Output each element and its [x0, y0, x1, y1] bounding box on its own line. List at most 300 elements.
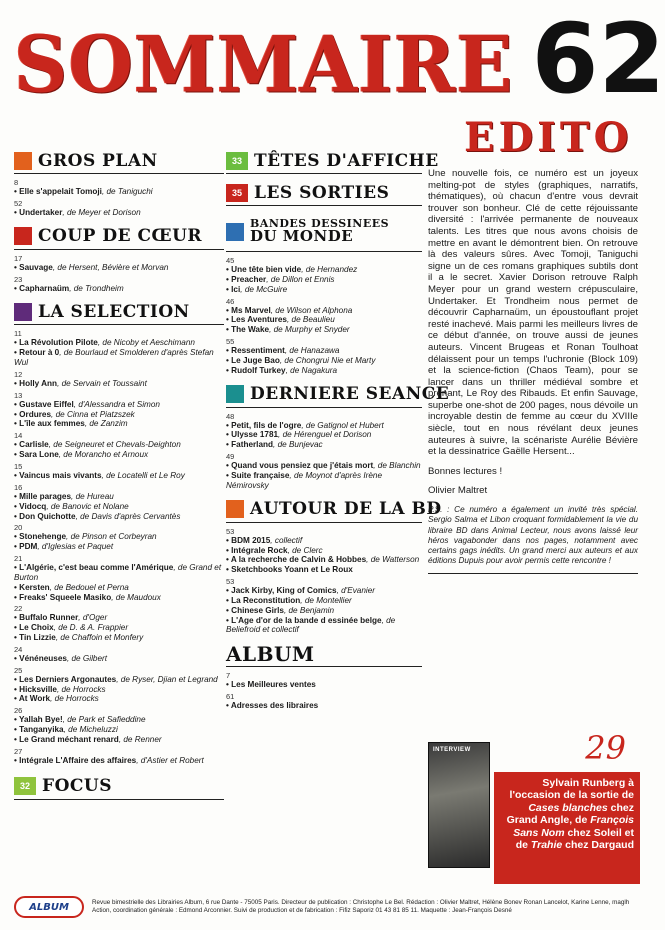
page-number: 46 [226, 296, 235, 306]
bullet-icon: • [14, 501, 20, 511]
bullet-icon: • [14, 409, 20, 419]
list-item[interactable] [14, 593, 224, 603]
item-credits: , de Horrocks [56, 684, 106, 694]
item-credits: , de Nicoby et Aeschimann [97, 338, 195, 348]
item-credits: , de Murphy et Snyder [269, 325, 350, 335]
bullet-icon: • [14, 419, 20, 429]
item-credits: , de Bedouel et Perna [49, 582, 129, 592]
item-title: Sauvage [19, 262, 53, 272]
item-credits: , de D. & A. Frappier [53, 623, 129, 633]
list-item[interactable] [14, 725, 224, 735]
bullet-icon: • [226, 565, 232, 575]
list-item[interactable] [226, 701, 422, 711]
bullet-icon: • [14, 694, 19, 704]
issue-number: 62 [531, 2, 665, 115]
list-item[interactable] [14, 400, 224, 410]
page-number: 52 [14, 198, 23, 208]
list-item[interactable] [226, 285, 422, 295]
bullet-icon: • [226, 430, 232, 440]
album-logo: ALBUM [14, 896, 84, 918]
item-title: Ici [231, 284, 241, 294]
list-item[interactable] [226, 306, 422, 316]
bullet-icon: • [14, 653, 20, 663]
page-number: 22 [14, 604, 23, 614]
page-number: 14 [14, 431, 23, 441]
item-credits: , de Hérenguel et Dorison [278, 430, 372, 440]
item-credits: , de Bourlaud et Smolderen d'après Stefan Wul [14, 348, 214, 368]
item-credits: , de Taniguchi [101, 187, 153, 196]
page-number: 26 [14, 706, 23, 716]
section-title: FOCUS [42, 776, 113, 797]
item-credits: , de Wilson et Alphona [270, 305, 353, 315]
page-number: 45 [226, 256, 235, 265]
bullet-icon: • [226, 440, 232, 450]
bullet-icon: • [14, 715, 19, 725]
promo-line: Sylvain Runberg à l'occasion de la sortie de [509, 777, 634, 802]
list-item[interactable] [226, 565, 422, 575]
list-item[interactable] [14, 440, 224, 450]
item-credits: , de Chongrui Nie et Marty [279, 355, 376, 365]
list-item[interactable] [226, 555, 422, 565]
item-title: Stonehenge [19, 532, 67, 542]
item-credits: , d'Astier et Robert [136, 755, 204, 765]
bullet-icon: • [226, 680, 232, 690]
item-title: La Révolution Pilote [19, 338, 98, 348]
item-title: Vidocq [19, 501, 47, 511]
item-credits: , de Micheluzzi [63, 725, 118, 735]
edito-title: EDITO [464, 114, 633, 161]
edito-paragraph: Une nouvelle fois, ce numéro est un joyeux melting-pot de styles (graphiques, narratifs, thématiques), où chacun d'entre vous devrait trouver son bonheur. Clé de cette réjouissante diversité : l'arrivée permanente de nouveaux talents. Les titres que nous avons choisis de mettre en avant le démontrent bien. On retrouve là des valeurs sûres. Avec Tomoji, Taniguchi signe un de ces romans graphiques subtils dont il a le secret. Xavier Dorison retrouve Ralph Meyer pour un grand western crépusculaire, Undertaker. Et Trondheim nous permet de découvrir Capharnaüm, un époustouflant projet resté inachevé. Mais parmi les meilleurs livres de ce début d'année, on trouve aussi de jeunes auteurs. Vincent Brugeas et Ronan Toulhoat délaissent pour un temps l'uchronie (Block 109) et la science-fiction (Chaos Team), pour se lancer dans un thriller médiéval sombre et prenant, Le Roy des Ribauds. Et enfin Sauvage, superbe one-shot de 200 pages, nous dévoile un incroyable destin de femme au cœur du XVIIIe siècle, tout en nous révélant deux jeunes auteures à suivre, la scénariste Aurélie Bévière et la dessinatrice Gaëlle Hersent... [428, 168, 638, 458]
page-number: 53 [226, 526, 235, 536]
edito-paragraph: Bonnes lectures ! [428, 465, 503, 477]
list-item[interactable] [14, 694, 224, 704]
bullet-icon: • [226, 701, 231, 711]
bullet-icon: • [14, 563, 20, 573]
album-list [226, 671, 422, 711]
page-number: 61 [226, 692, 235, 702]
item-credits: , de Horrocks [50, 694, 99, 704]
image-caption: INTERVIEW [433, 747, 471, 753]
page-number: 15 [14, 461, 23, 471]
list-item[interactable] [226, 325, 422, 335]
item-credits: , de Renner [118, 735, 162, 744]
list-item[interactable] [226, 356, 422, 366]
item-title: Sketchbooks Yoann et Le Roux [231, 565, 353, 575]
page-number: 23 [14, 274, 23, 284]
item-title: Preacher [231, 274, 267, 284]
item-title: Vénéneuses [19, 653, 67, 663]
item-credits: , de Zanzim [84, 419, 128, 429]
list-item[interactable] [14, 685, 224, 695]
left-column [14, 142, 224, 804]
list-item[interactable] [226, 471, 422, 491]
section-marker-icon [226, 223, 244, 241]
item-credits: , de Park et Safieddine [62, 715, 146, 725]
item-credits: , de Watterson [366, 555, 420, 565]
section-title: AUTOUR DE LA BD [250, 499, 442, 520]
item-title: Les Aventures [231, 315, 287, 325]
item-title: Buffalo Runner [19, 613, 79, 623]
bullet-icon: • [14, 450, 20, 460]
item-title: PDM [19, 542, 38, 552]
list-item[interactable] [14, 623, 224, 633]
bullet-icon: • [14, 348, 20, 358]
list-item[interactable] [14, 348, 224, 368]
divider [428, 573, 638, 574]
bullet-icon: • [14, 491, 20, 501]
item-title: Le Choix [19, 623, 54, 633]
list-item[interactable] [14, 187, 224, 197]
page-number: 11 [14, 329, 22, 339]
item-title: A la recherche de Calvin & Hobbes [230, 555, 367, 565]
item-title: Petit, fils de l'ogre [231, 420, 302, 430]
item-credits: , de Cinna et Piatzszek [51, 409, 135, 419]
section-page-badge: 33 [226, 152, 248, 170]
item-title: Carlisle [19, 440, 49, 450]
list-item[interactable] [14, 654, 224, 664]
section-derniere-seance [226, 382, 450, 408]
item-credits: , de Benjamin [283, 605, 335, 615]
edito-signature: Olivier Maltret [428, 485, 488, 497]
page-number: 7 [226, 671, 231, 681]
bullet-icon: • [14, 684, 20, 694]
bullet-icon: • [14, 532, 20, 542]
bullet-icon: • [14, 582, 20, 592]
bullet-icon: • [226, 461, 232, 471]
item-credits: , de Davis d'après Cervantès [75, 511, 181, 521]
item-credits: , de McGuire [240, 284, 288, 294]
item-credits: , de Hernandez [301, 265, 358, 274]
list-item[interactable] [226, 430, 422, 440]
item-credits: , de Servain et Toussaint [57, 378, 147, 388]
section-marker-icon [14, 303, 32, 321]
item-credits: , de Bunjevac [273, 440, 323, 450]
promo-book-title: Trahie [530, 838, 563, 851]
list-item[interactable] [14, 284, 224, 294]
autour-list [226, 527, 422, 636]
section-bandes-dessinees [226, 212, 422, 252]
item-title: Undertaker [19, 207, 63, 217]
item-title: Adresses des libraires [230, 701, 319, 711]
list-item[interactable] [14, 542, 224, 552]
list-item[interactable] [226, 536, 422, 546]
promo-text [494, 772, 640, 884]
title-banner [14, 2, 665, 115]
section-focus [14, 774, 224, 800]
bullet-icon: • [14, 623, 20, 633]
item-title: Holly Ann [19, 378, 58, 388]
item-title: Jack Kirby, King of Comics [231, 586, 337, 596]
item-title: Chinese Girls [231, 605, 284, 615]
bullet-icon: • [14, 592, 20, 602]
list-item[interactable] [14, 532, 224, 542]
list-item[interactable] [14, 613, 224, 623]
item-credits: , d'Evanier [336, 586, 375, 596]
section-les-sorties [226, 180, 422, 206]
item-credits: , de Pinson et Corbeyran [66, 532, 157, 542]
list-item[interactable] [14, 633, 224, 643]
bullet-icon: • [14, 207, 20, 217]
list-item[interactable] [226, 366, 422, 376]
item-title: L'Algérie, c'est beau comme l'Amérique [19, 563, 174, 573]
item-credits: , collectif [270, 535, 303, 545]
page-number: 17 [14, 253, 23, 263]
item-credits: , de Clerc [287, 545, 323, 555]
item-credits: , de Blanchin [373, 461, 421, 471]
list-item[interactable] [226, 346, 422, 356]
interview-cover-image [428, 742, 490, 868]
list-item[interactable] [14, 338, 224, 348]
page-number: 16 [14, 482, 23, 492]
bullet-icon: • [14, 735, 20, 744]
list-item[interactable] [226, 546, 422, 556]
coup-de-coeur-list [14, 254, 224, 294]
middle-column [226, 142, 450, 711]
item-title: Don Quichotte [19, 511, 76, 521]
item-credits: , de Seigneuret et Chevals-Deighton [48, 440, 181, 450]
bullet-icon: • [226, 605, 232, 615]
page-number: 20 [14, 523, 23, 533]
promo-line: chez Soleil et de [515, 826, 634, 851]
bullet-icon: • [226, 615, 232, 625]
list-item[interactable] [226, 421, 422, 431]
item-credits: , de Hureau [71, 491, 114, 501]
bullet-icon: • [14, 399, 20, 409]
bullet-icon: • [14, 755, 20, 765]
list-item[interactable] [226, 616, 422, 636]
page-number: 49 [226, 452, 235, 462]
item-title: Rudolf Turkey [231, 365, 286, 375]
list-item[interactable] [14, 263, 224, 273]
item-title: Tin Lizzie [19, 633, 56, 643]
item-title: Sara Lone [19, 450, 59, 460]
bullet-icon: • [226, 284, 232, 294]
item-title: BDM 2015 [231, 535, 271, 545]
item-credits: , de Hanazawa [284, 346, 340, 356]
item-title: Quand vous pensiez que j'étais mort [231, 461, 374, 471]
bullet-icon: • [226, 555, 231, 565]
page-number: 48 [226, 411, 235, 421]
bullet-icon: • [226, 355, 232, 365]
bullet-icon: • [14, 378, 20, 388]
item-title: Tanganyika [19, 725, 64, 735]
list-item[interactable] [14, 208, 224, 218]
item-title: Hicksville [19, 684, 57, 694]
bullet-icon: • [226, 535, 232, 545]
bullet-icon: • [226, 274, 232, 284]
item-credits: , de Moynot d'après Irène Némirovsky [226, 470, 382, 490]
item-title: Vaincus mais vivants [19, 470, 102, 480]
item-title: Elle s'appelait Tomoji [19, 187, 102, 196]
section-tetes-d-affiche [226, 148, 439, 174]
section-page-badge: 35 [226, 184, 248, 202]
item-title: Les Meilleures ventes [231, 680, 316, 690]
item-credits: , de Hersent, Bévière et Morvan [52, 262, 169, 272]
list-item[interactable] [14, 502, 224, 512]
edito-column [428, 114, 638, 574]
list-item[interactable] [226, 461, 422, 471]
item-credits: , de Locatelli et Le Roy [101, 470, 185, 480]
item-credits: , d'Iglesias et Paquet [37, 542, 114, 552]
item-credits: , de Maudoux [111, 592, 161, 602]
item-credits: , de Montellier [300, 595, 352, 605]
item-title: Mille parages [19, 491, 72, 501]
item-credits: , de Morancho et Arnoux [58, 450, 149, 460]
section-page-badge: 32 [14, 777, 36, 795]
derniere-list [226, 412, 422, 491]
section-title: GROS PLAN [38, 150, 158, 171]
bullet-icon: • [226, 305, 232, 315]
item-credits: , de Meyer et Dorison [62, 207, 141, 217]
gros-plan-list [14, 178, 224, 218]
section-gros-plan [14, 148, 224, 174]
item-credits: , de Beliefroid et collectif [226, 615, 396, 635]
section-marker-icon [14, 152, 32, 170]
bullet-icon: • [14, 633, 20, 643]
bullet-icon: • [14, 470, 20, 480]
bullet-icon: • [14, 613, 20, 623]
section-marker-icon [226, 385, 244, 403]
list-item[interactable] [14, 512, 224, 522]
section-title: LES SORTIES [254, 182, 390, 203]
item-title: Capharnaüm [19, 283, 70, 293]
page-number: 24 [14, 644, 23, 654]
list-item[interactable] [14, 471, 224, 481]
item-title: Intégrale L'Affaire des affaires [19, 755, 137, 765]
bullet-icon: • [226, 545, 232, 555]
bullet-icon: • [226, 365, 232, 375]
list-item[interactable] [14, 675, 224, 685]
list-item[interactable] [14, 735, 224, 745]
list-item[interactable] [14, 492, 224, 502]
item-credits: , de Beaulieu [286, 315, 335, 325]
item-title: Gustave Eiffel [19, 399, 74, 409]
item-title: Le Juge Bao [231, 355, 280, 365]
list-item[interactable] [14, 379, 224, 389]
item-title: Ulysse 1781 [231, 430, 279, 440]
section-title-line: BANDES DESSINEES [250, 216, 390, 230]
item-title: Intégrale Rock [231, 545, 288, 555]
page-number: 25 [14, 665, 23, 675]
section-title: COUP DE CŒUR [38, 226, 203, 247]
list-item[interactable] [226, 315, 422, 325]
promo-page-number: 29 [585, 729, 626, 767]
bullet-icon: • [226, 265, 232, 274]
item-title: Suite française [231, 470, 290, 480]
list-item[interactable] [226, 265, 422, 275]
bullet-icon: • [226, 586, 232, 596]
list-item[interactable] [226, 606, 422, 616]
item-credits: , de Gatignol et Hubert [301, 420, 384, 430]
list-item[interactable] [14, 583, 224, 593]
list-item[interactable] [226, 596, 422, 606]
item-title: The Wake [231, 325, 270, 335]
list-item[interactable] [226, 680, 422, 690]
bullet-icon: • [14, 338, 20, 348]
list-item[interactable] [226, 586, 422, 596]
item-credits: , d'Oger [78, 613, 108, 623]
section-marker-icon [14, 227, 32, 245]
bullet-icon: • [14, 511, 20, 521]
list-item[interactable] [14, 419, 224, 429]
item-title: Ressentiment [231, 346, 285, 356]
item-credits: , d'Alessandra et Simon [73, 399, 160, 409]
page-number: 8 [14, 178, 19, 187]
footer [14, 890, 640, 924]
bullet-icon: • [14, 674, 20, 684]
footer-credits: Revue bimestrielle des Librairies Album, 6 rue Dante - 75005 Paris. Directeur de publication : Christophe Le Bel. Rédaction : Olivier Maltret, Hélène Bonev Ronan Lancelot, Karine Lenne, maglh Action, coordination générale : Edmond Arconnier. Suivi de production et de fabrication : Fifiz Saporiz 01 43 81 85 11. Maquette : Jean-François Desné [92, 898, 630, 914]
item-title: Le Grand méchant renard [19, 735, 119, 744]
page-number: 27 [14, 746, 23, 756]
item-credits: , de Ryser, Djian et Legrand [116, 674, 218, 684]
section-coup-de-coeur [14, 224, 224, 250]
item-title: Retour à 0 [19, 348, 60, 358]
promo-line: chez Grand Angle, de [506, 801, 634, 827]
list-item[interactable] [226, 275, 422, 285]
bullet-icon: • [14, 725, 20, 735]
page-number: 13 [14, 390, 23, 400]
section-title: LA SELECTION [38, 301, 190, 322]
item-credits: , de Nagakura [285, 365, 338, 375]
bullet-icon: • [226, 325, 232, 335]
item-title: Yallah Bye! [19, 715, 63, 725]
section-title-line: DU MONDE [250, 227, 354, 246]
item-credits: , de Trondheim [69, 283, 124, 293]
section-autour-de-la-bd [226, 497, 442, 523]
list-item[interactable] [14, 715, 224, 725]
item-title: Kersten [19, 582, 50, 592]
section-title [250, 218, 389, 245]
list-item[interactable] [14, 410, 224, 420]
section-title: DERNIERE SEANCE [250, 384, 450, 405]
selection-list [14, 329, 224, 765]
item-title: L'Age d'or de la bande d essinée belge [231, 615, 382, 625]
interview-promo[interactable] [428, 729, 638, 882]
item-credits: , de Grand et Burton [14, 563, 222, 582]
item-credits: , de Chaffoin et Monfery [55, 633, 144, 643]
bullet-icon: • [14, 262, 20, 272]
item-credits: , de Gilbert [66, 653, 107, 663]
page-number: 55 [226, 337, 235, 347]
promo-line: chez Dargaud [565, 838, 634, 851]
section-selection [14, 299, 224, 325]
bullet-icon: • [226, 315, 232, 325]
item-title: Ordures [19, 409, 52, 419]
item-title: Une tête bien vide [231, 265, 302, 274]
section-title: TÊTES D'AFFICHE [254, 150, 439, 171]
list-item[interactable] [14, 450, 224, 460]
item-title: Les Derniers Argonautes [19, 674, 117, 684]
section-title: ALBUM [226, 641, 315, 666]
section-marker-icon [226, 500, 244, 518]
page-title: SOMMAIRE [14, 19, 514, 111]
item-credits: , de Dillon et Ennis [266, 274, 335, 284]
page-number: 53 [226, 577, 235, 587]
bullet-icon: • [14, 187, 20, 196]
list-item[interactable] [14, 756, 224, 766]
item-credits: , de Banovic et Nolane [46, 501, 129, 511]
promo-book-title: François Sans Nom [513, 814, 634, 839]
list-item[interactable] [14, 563, 224, 583]
item-title: La Reconstitution [231, 595, 301, 605]
section-album [226, 641, 422, 667]
page-number: 12 [14, 369, 23, 379]
list-item[interactable] [226, 440, 422, 450]
bandes-list [226, 256, 422, 376]
item-title: Ms Marvel [231, 305, 271, 315]
bullet-icon: • [226, 346, 232, 356]
item-title: Freaks' Squeele Masiko [19, 592, 112, 602]
